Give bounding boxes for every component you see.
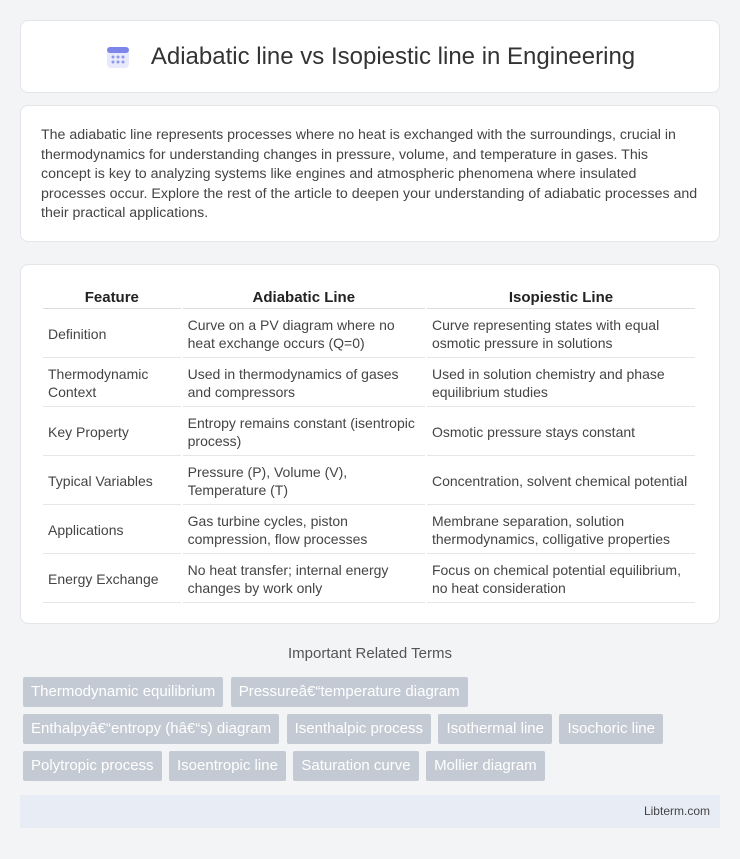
table-row	[43, 458, 695, 505]
table-cell: Definition	[43, 311, 181, 358]
table-cell: Thermodynamic Context	[43, 360, 181, 407]
table-cell: Osmotic pressure stays constant	[427, 409, 695, 456]
table-row	[43, 409, 695, 456]
page-title: Adiabatic line vs Isopiestic line in Engineering	[150, 42, 636, 70]
column-header: Isopiestic Line	[427, 287, 695, 309]
table-cell: No heat transfer; internal energy changes by work only	[183, 556, 425, 603]
table-cell: Concentration, solvent chemical potential	[427, 458, 695, 505]
related-term-tag[interactable]: Pressureâ€“temperature diagram	[231, 677, 468, 707]
related-term-tag[interactable]: Mollier diagram	[426, 751, 545, 781]
table-cell: Curve representing states with equal osmotic pressure in solutions	[427, 311, 695, 358]
intro-text: The adiabatic line represents processes where no heat is exchanged with the surroundings, crucial in thermodynamics for understanding changes in pressure, volume, and temperature in gases. This concept is key to analyzing systems like engines and atmospheric phenomena where insulated processes occur. Explore the rest of the article to deepen your understanding of adiabatic processes and their practical applications.	[41, 127, 698, 221]
table-cell: Entropy remains constant (isentropic process)	[183, 409, 425, 456]
table-cell: Used in solution chemistry and phase equilibrium studies	[427, 360, 695, 407]
related-term-tag[interactable]: Enthalpyâ€“entropy (hâ€“s) diagram	[23, 714, 279, 744]
table-cell: Curve on a PV diagram where no heat exchange occurs (Q=0)	[183, 311, 425, 358]
table-row	[43, 556, 695, 603]
related-term-tag[interactable]: Isothermal line	[438, 714, 552, 744]
footer-site-link[interactable]: Libterm.com	[643, 804, 710, 818]
table-cell: Pressure (P), Volume (V), Temperature (T)	[183, 458, 425, 505]
table-header-row	[43, 287, 695, 309]
table-row	[43, 507, 695, 554]
table-cell: Gas turbine cycles, piston compression, flow processes	[183, 507, 425, 554]
related-terms-title: Important Related Terms	[288, 645, 452, 662]
table-cell: Used in thermodynamics of gases and compressors	[183, 360, 425, 407]
related-term-tag[interactable]: Isoentropic line	[169, 751, 286, 781]
related-term-tag[interactable]: Isenthalpic process	[287, 714, 431, 744]
related-term-tag[interactable]: Thermodynamic equilibrium	[23, 677, 223, 707]
comparison-table-card	[20, 264, 720, 624]
table-row	[43, 360, 695, 407]
comparison-table	[41, 285, 697, 605]
footer	[20, 795, 720, 828]
intro-card	[20, 105, 720, 242]
column-header: Adiabatic Line	[183, 287, 425, 309]
table-cell: Focus on chemical potential equilibrium, no heat consideration	[427, 556, 695, 603]
related-terms-list	[23, 677, 723, 788]
header-card	[20, 20, 720, 93]
related-term-tag[interactable]: Saturation curve	[293, 751, 418, 781]
table-cell: Applications	[43, 507, 181, 554]
column-header: Feature	[43, 287, 181, 309]
table-cell: Energy Exchange	[43, 556, 181, 603]
table-cell: Key Property	[43, 409, 181, 456]
calendar-icon	[105, 44, 131, 70]
related-term-tag[interactable]: Polytropic process	[23, 751, 162, 781]
related-term-tag[interactable]: Isochoric line	[559, 714, 663, 744]
table-cell: Typical Variables	[43, 458, 181, 505]
table-cell: Membrane separation, solution thermodynamics, colligative properties	[427, 507, 695, 554]
table-row	[43, 311, 695, 358]
